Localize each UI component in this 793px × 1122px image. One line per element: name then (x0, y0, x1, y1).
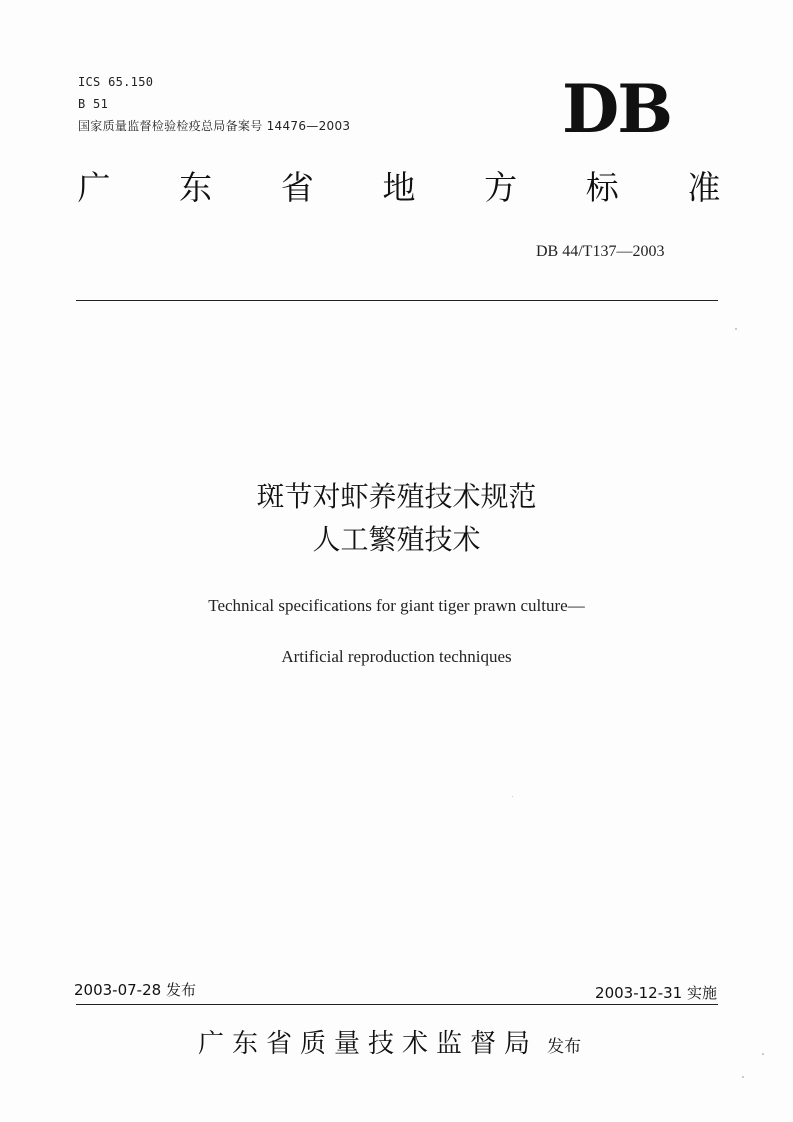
scan-speck (512, 796, 513, 797)
issuer-name: 广东省质量技术监督局 (198, 1029, 539, 1059)
scan-speck (735, 328, 737, 330)
standard-type-char: 东 (179, 168, 213, 207)
effective-date: 2003-12-31 实施 (595, 984, 717, 1002)
ics-code: ICS 65.150 (78, 75, 154, 89)
issuing-authority (198, 1023, 581, 1060)
title-english-line-1: Technical specifications for giant tiger prawn culture— (208, 596, 585, 615)
footer-divider (76, 1004, 718, 1005)
standard-number: DB 44/T137—2003 (536, 243, 665, 260)
scan-speck (742, 1076, 744, 1078)
standard-type-char: 标 (585, 168, 619, 207)
scan-speck (762, 1053, 764, 1055)
filing-number: 国家质量监督检验检疫总局备案号 14476—2003 (78, 119, 351, 133)
issuer-suffix: 发布 (547, 1037, 582, 1057)
title-chinese-line-1: 斑节对虾养殖技术规范 (256, 480, 537, 513)
standard-type-char: 广 (77, 168, 111, 207)
header-divider (76, 300, 718, 301)
standard-type-char: 方 (484, 168, 518, 207)
standard-type-char: 省 (280, 168, 314, 207)
db-logo: DB (562, 70, 672, 148)
issue-date: 2003-07-28 发布 (74, 981, 196, 999)
title-chinese-line-2: 人工繁殖技术 (312, 523, 481, 556)
standard-type-heading (74, 168, 724, 208)
standard-type-char: 准 (687, 168, 721, 207)
standard-type-char: 地 (382, 168, 416, 207)
ccs-code: B 51 (78, 97, 109, 111)
title-english-line-2: Artificial reproduction techniques (281, 647, 512, 666)
